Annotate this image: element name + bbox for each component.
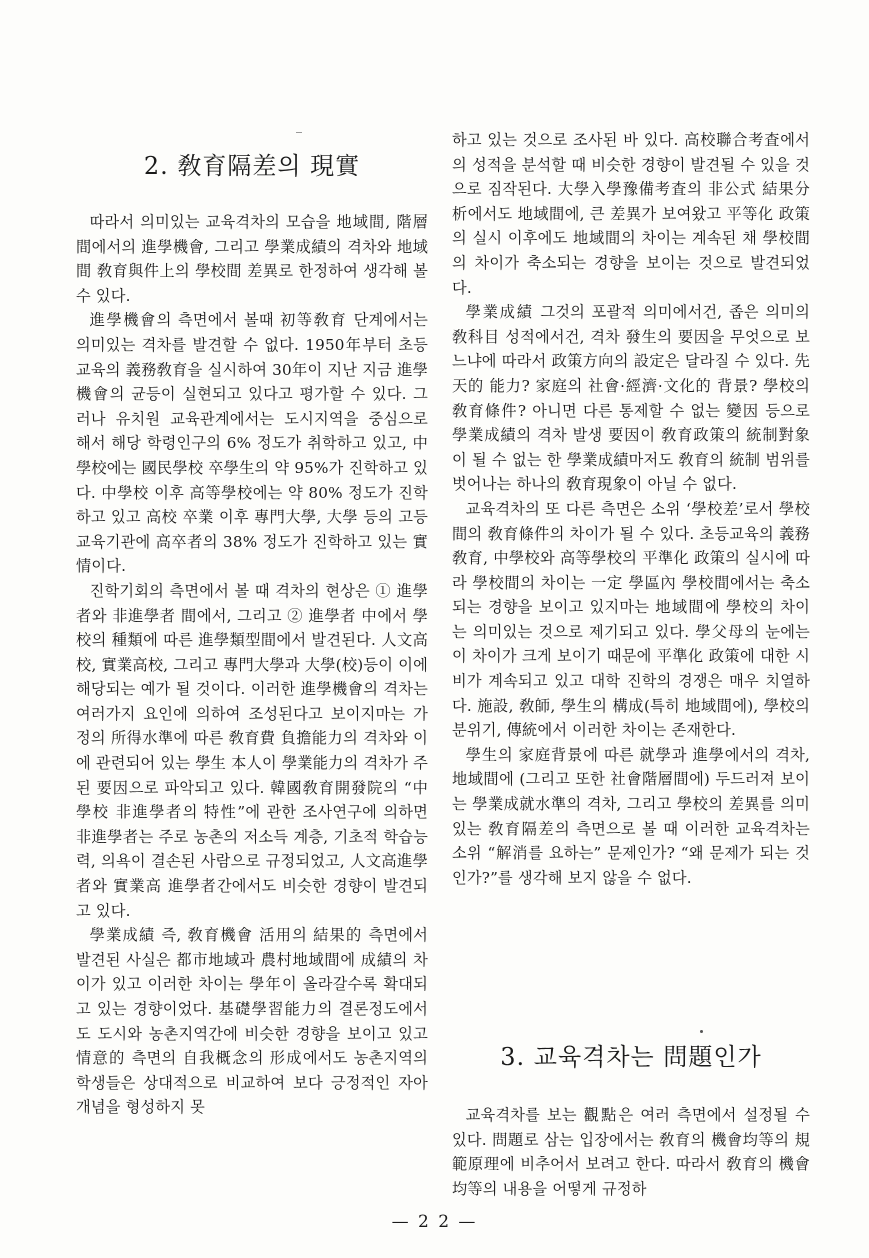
paragraph: 學生의 家庭背景에 따른 就學과 進學에서의 격차, 地域間에 (그리고 또한 社會階層間에) 두드러져 보이는 學業成就水準의 격차, 그리고 學校의 差異를 의미있는 敎育隔差의 측면으로 볼 때 이러한 교육격차는 소위 “解消를 요하는” 문제인가? “왜 문제가 되는 것인가?”를 생각해 보지 않을 수 없다. [452,745,810,887]
right-column-top [452,128,810,890]
page-number: — 2 2 — [391,1212,478,1232]
paragraph: 進學機會의 측면에서 볼때 初等敎育 단계에서는 의미있는 격차를 발견할 수 없다. 1950年부터 초등교육의 義務敎育을 실시하여 30年이 지난 지금 進學機會의 균등이 실현되고 있다고 평가할 수 있다. 그러나 유치원 교육관계에서는 도시지역을 중심으로 해서 해당 학령인구의 6% 정도가 취학하고 있고, 中學校에는 國民學校 卒學生의 약 95%가 진학하고 있다. 中學校 이후 高等學校에는 약 80% 정도가 진학하고 있고 高校 卒業 이후 專門大學, 大學 등의 고등교육기관에 高卒者의 38% 정도가 진학하고 있는 實情이다. [76,311,428,576]
paragraph: 學業成績 그것의 포괄적 의미에서건, 좁은 의미의 敎科目 성적에서건, 격차 發生의 要因을 무엇으로 보느냐에 따라서 政策方向의 設定은 달라질 수 있다. 先天的 能力? 家庭의 社會·經濟·文化的 背景? 學校의 敎育條件? 아니면 다른 통제할 수 없는 變因 등으로 學業成績의 격차 발생 要因이 敎育政策의 統制對象이 될 수 없는 한 學業成績마저도 敎育의 統制 범위를 벗어나는 하나의 敎育現象이 아닐 수 없다. [452,303,810,494]
scan-dot [700,1030,703,1033]
paragraph: 교육격차를 보는 觀點은 여러 측면에서 설정될 수 있다. 問題로 삼는 입장에서는 敎育의 機會均等의 規範原理에 비추어서 보려고 한다. 따라서 敎育의 機會均等의 내용을 어떻게 규정하 [452,1106,810,1198]
paragraph: 진학기회의 측면에서 볼 때 격차의 현상은 ① 進學者와 非進學者 間에서, 그리고 ② 進學者 中에서 學校의 種類에 따른 進學類型間에서 발견된다. 人文高校, 實業高校, 그리고 專門大學과 大學(校)등이 이에 해당되는 예가 될 것이다. 이러한 進學機會의 격차는 여러가지 요인에 의하여 조성된다고 보이지마는 가정의 所得水準에 따른 敎育費 負擔能力의 격차와 이에 관련되어 있는 學生 本人이 學業能力의 격차가 주된 要因으로 파악되고 있다. 韓國敎育開發院의 “中學校 非進學者의 特性”에 관한 조사연구에 의하면 非進學者는 주로 농촌의 저소득 계층, 기초적 학습능력, 의욕이 결손된 사람으로 규정되었고, 人文高進學者와 實業高 進學者간에서도 비슷한 경향이 발견되고 있다. [76,581,428,920]
paragraph: 교육격차의 또 다른 측면은 소위 ‘學校差’로서 學校間의 敎育條件의 차이가 될 수 있다. 초등교육의 義務敎育, 中學校와 高等學校의 平準化 政策의 실시에 따라 學校間의 차이는 一定 學區內 學校間에서는 축소되는 경향을 보이고 있지마는 地域間에 學校의 차이는 의미있는 것으로 제기되고 있다. 學父母의 눈에는 이 차이가 크게 보이기 때문에 平準化 政策에 대한 시비가 계속되고 있고 대학 진학의 경쟁은 매우 치열하다. 施設, 敎師, 學生의 構成(특히 地域間에), 學校의 분위기, 傳統에서 이러한 차이는 존재한다. [452,499,810,740]
section-heading-2: 2. 敎育隔差의 現實 [143,152,361,180]
paragraph: 따라서 의미있는 교육격차의 모습을 地域間, 階層間에서의 進學機會, 그리고 學業成績의 격차와 地域間 敎育與件上의 學校間 差異로 한정하여 생각해 볼 수 있다. [76,213,428,305]
paragraph: 하고 있는 것으로 조사된 바 있다. 高校聯合考査에서의 성적을 분석할 때 비슷한 경향이 발견될 수 있을 것으로 짐작된다. 大學入學豫備考査의 非公式 結果分析에서도 地域間에, 큰 差異가 보여왔고 平等化 政策의 실시 이후에도 地域間의 차이는 계속된 채 學校間의 차이가 축소되는 경향을 보이는 것으로 발견되었다. [452,131,810,297]
left-column-body [76,210,428,1120]
section-heading-3: 3. 교육격차는 問題인가 [500,1043,762,1071]
scan-mark [296,132,302,133]
right-column-bottom [452,1103,810,1201]
paragraph: 學業成績 즉, 敎育機會 活用의 結果的 측면에서 발견된 사실은 都市地域과 農村地域間에 成績의 차이가 있고 이러한 차이는 學年이 올라갈수록 확대되고 있는 경향이었다. 基礎學習能力의 결론정도에서도 도시와 농촌지역간에 비슷한 경향을 보이고 있고 情意的 측면의 自我概念의 形成에서도 농촌지역의 학생들은 상대적으로 비교하여 보다 긍정적인 자아개념을 형성하지 못 [76,926,428,1117]
